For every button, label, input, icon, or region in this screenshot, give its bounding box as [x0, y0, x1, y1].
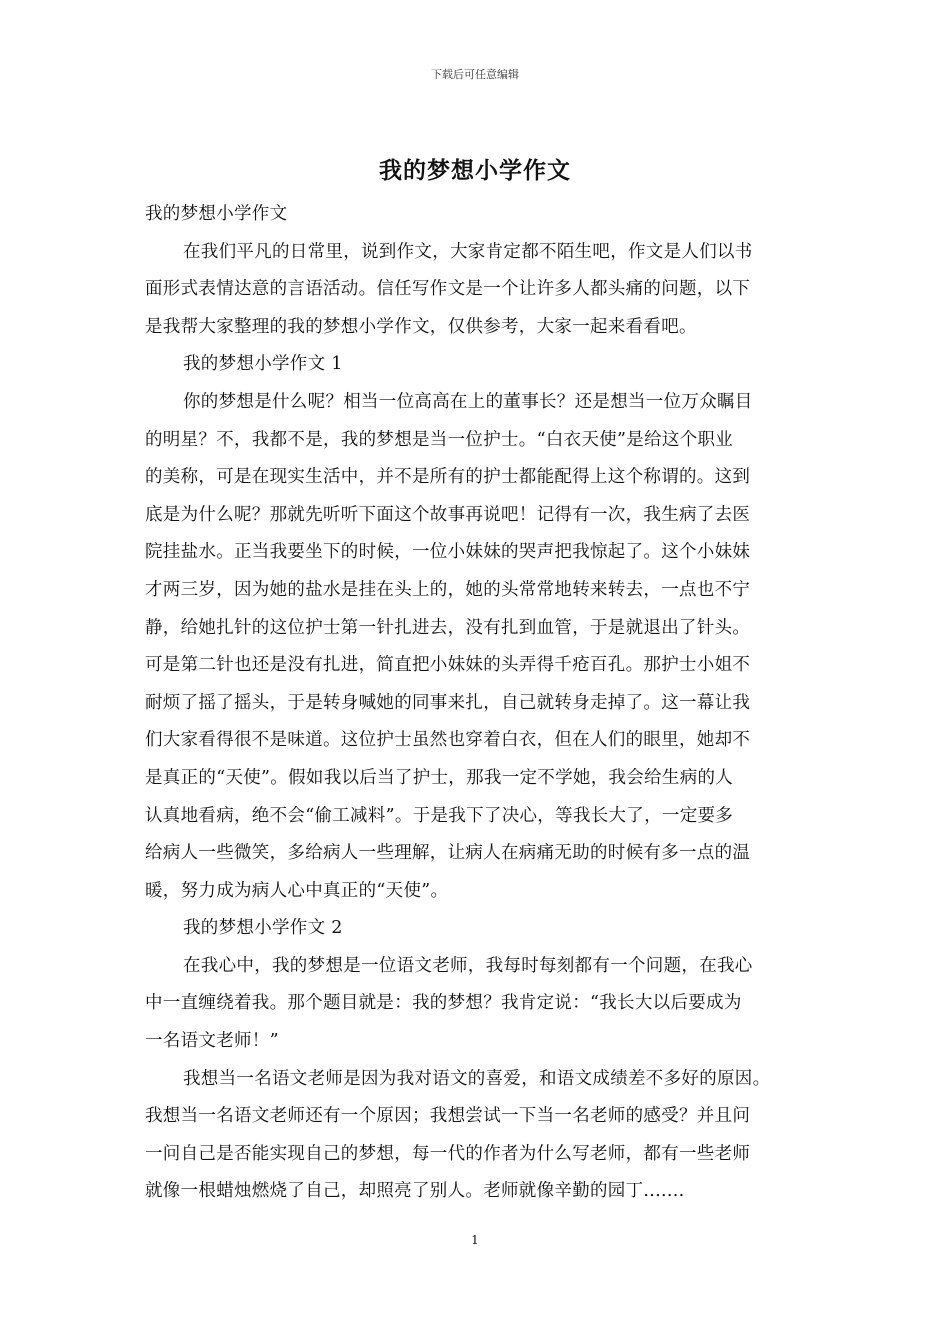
text-line: 们大家看得很不是味道。这位护士虽然也穿着白衣，但在人们的眼里，她却不	[145, 730, 751, 751]
document-body	[145, 196, 809, 1211]
text-line: 我的梦想小学作文 1	[183, 354, 343, 375]
text-line: 的美称，可是在现实生活中，并不是所有的护士都能配得上这个称谓的。这到	[145, 467, 751, 488]
text-line: 底是为什么呢？那就先听听下面这个故事再说吧！记得有一次，我生病了去医	[145, 504, 751, 525]
text-line: 我的梦想小学作文	[145, 204, 288, 224]
text-line: 的明星？不，我都不是，我的梦想是当一位护士。“白衣天使”是给这个职业	[145, 429, 734, 450]
header-note: 下载后可任意编辑	[431, 68, 519, 81]
text-line: 是我帮大家整理的我的梦想小学作文，仅供参考，大家一起来看看吧。	[145, 316, 697, 337]
text-line: 静，给她扎针的这位护士第一针扎进去，没有扎到血管，于是就退出了针头。	[145, 617, 751, 638]
text-line: 认真地看病，绝不会“偷工减料”。于是我下了决心，等我长大了，一定要多	[145, 805, 734, 826]
text-line: 暖，努力成为病人心中真正的“天使”。	[145, 880, 449, 901]
text-line: 一问自己是否能实现自己的梦想，每一代的作者为什么写老师，都有一些老师	[145, 1143, 751, 1164]
page-number: 1	[471, 1233, 479, 1247]
text-line: 一名语文老师！”	[145, 1031, 279, 1052]
text-line: 我想当一名语文老师还有一个原因；我想尝试一下当一名老师的感受？并且问	[145, 1106, 751, 1127]
text-line: 是真正的“天使”。假如我以后当了护士，那我一定不学她，我会给生病的人	[145, 767, 734, 788]
text-line: 在我心中，我的梦想是一位语文老师，我每时每刻都有一个问题，在我心	[183, 955, 753, 976]
document-title: 我的梦想小学作文	[379, 157, 571, 184]
text-line: 你的梦想是什么呢？相当一位高高在上的董事长？还是想当一位万众瞩目	[183, 391, 753, 412]
text-line: 面形式表情达意的言语活动。信任写作文是一个让许多人都头痛的问题，以下	[145, 279, 751, 300]
text-line: 耐烦了摇了摇头，于是转身喊她的同事来扎，自己就转身走掉了。这一幕让我	[145, 692, 751, 713]
text-line: 可是第二针也还是没有扎进，简直把小妹妹的头弄得千疮百孔。那护士小姐不	[145, 655, 751, 676]
text-line: 我的梦想小学作文 2	[183, 918, 343, 939]
text-line: 我想当一名语文老师是因为我对语文的喜爱，和语文成绩差不多好的原因。	[183, 1068, 771, 1089]
text-line: 院挂盐水。正当我要坐下的时候，一位小妹妹的哭声把我惊起了。这个小妹妹	[145, 542, 751, 563]
text-line: 中一直缠绕着我。那个题目就是：我的梦想？我肯定说：“我长大以后要成为	[145, 993, 742, 1014]
text-line: 就像一根蜡烛燃烧了自己，却照亮了别人。老师就像辛勤的园丁.......	[145, 1181, 685, 1202]
text-line: 在我们平凡的日常里，说到作文，大家肯定都不陌生吧，作文是人们以书	[183, 241, 753, 262]
text-line: 才两三岁，因为她的盐水是挂在头上的，她的头常常地转来转去，一点也不宁	[145, 579, 751, 600]
text-line: 给病人一些微笑，多给病人一些理解，让病人在病痛无助的时候有多一点的温	[145, 843, 751, 864]
